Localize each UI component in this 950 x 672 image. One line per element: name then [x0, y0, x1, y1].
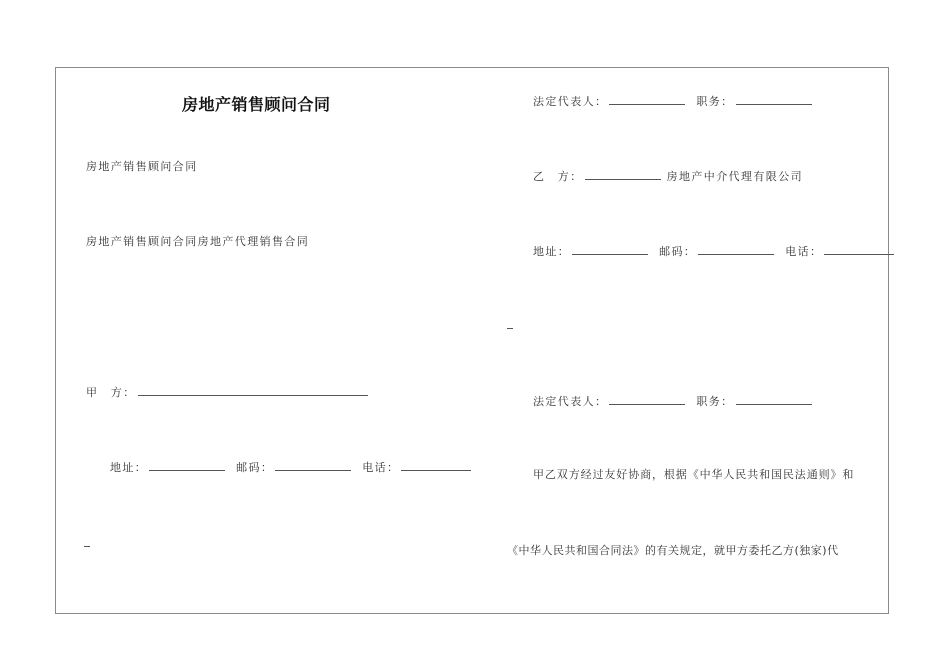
legal-rep-blank-2: [609, 394, 685, 405]
legal-rep-line-2: [533, 394, 818, 409]
party-a-line: [86, 385, 374, 400]
center-dash-mark: [507, 328, 513, 329]
body-line-2: 《中华人民共和国合同法》的有关规定，就甲方委托乙方(独家)代: [507, 544, 839, 557]
party-a-postcode-label: 邮码：: [236, 461, 274, 474]
party-a-phone-label: 电话：: [362, 461, 400, 474]
left-dash-mark: [84, 546, 90, 547]
position-label-2: 职务：: [696, 395, 734, 408]
legal-rep-blank-1: [609, 94, 685, 105]
party-a-phone-blank: [401, 460, 471, 471]
party-a-blank: [138, 385, 368, 396]
party-b-phone-blank: [824, 244, 894, 255]
party-b-name: 房地产中介代理有限公司: [666, 170, 804, 183]
subtitle-2: 房地产销售顾问合同房地产代理销售合同: [86, 235, 310, 248]
party-b-label: 乙 方：: [533, 170, 583, 183]
subtitle-1: 房地产销售顾问合同: [86, 160, 198, 173]
document-title: 房地产销售顾问合同: [182, 95, 331, 114]
position-blank-2: [736, 394, 812, 405]
party-b-postcode-label: 邮码：: [659, 245, 697, 258]
party-b-blank: [585, 169, 661, 180]
party-a-label: 甲 方：: [86, 386, 136, 399]
party-a-address-blank: [149, 460, 225, 471]
party-b-phone-label: 电话：: [785, 245, 823, 258]
party-b-contact-line: [533, 244, 900, 259]
legal-rep-line-1: [533, 94, 818, 109]
party-b-postcode-blank: [698, 244, 774, 255]
position-label-1: 职务：: [696, 95, 734, 108]
party-b-address-label: 地址：: [533, 245, 571, 258]
party-a-contact-line: [110, 460, 477, 475]
party-a-postcode-blank: [275, 460, 351, 471]
position-blank-1: [736, 94, 812, 105]
legal-rep-label-1: 法定代表人：: [533, 95, 608, 108]
party-a-address-label: 地址：: [110, 461, 148, 474]
party-b-line: [533, 169, 803, 184]
document-page: [55, 67, 889, 614]
body-line-1: 甲乙双方经过友好协商，根据《中华人民共和国民法通则》和: [533, 468, 855, 481]
legal-rep-label-2: 法定代表人：: [533, 395, 608, 408]
party-b-address-blank: [572, 244, 648, 255]
